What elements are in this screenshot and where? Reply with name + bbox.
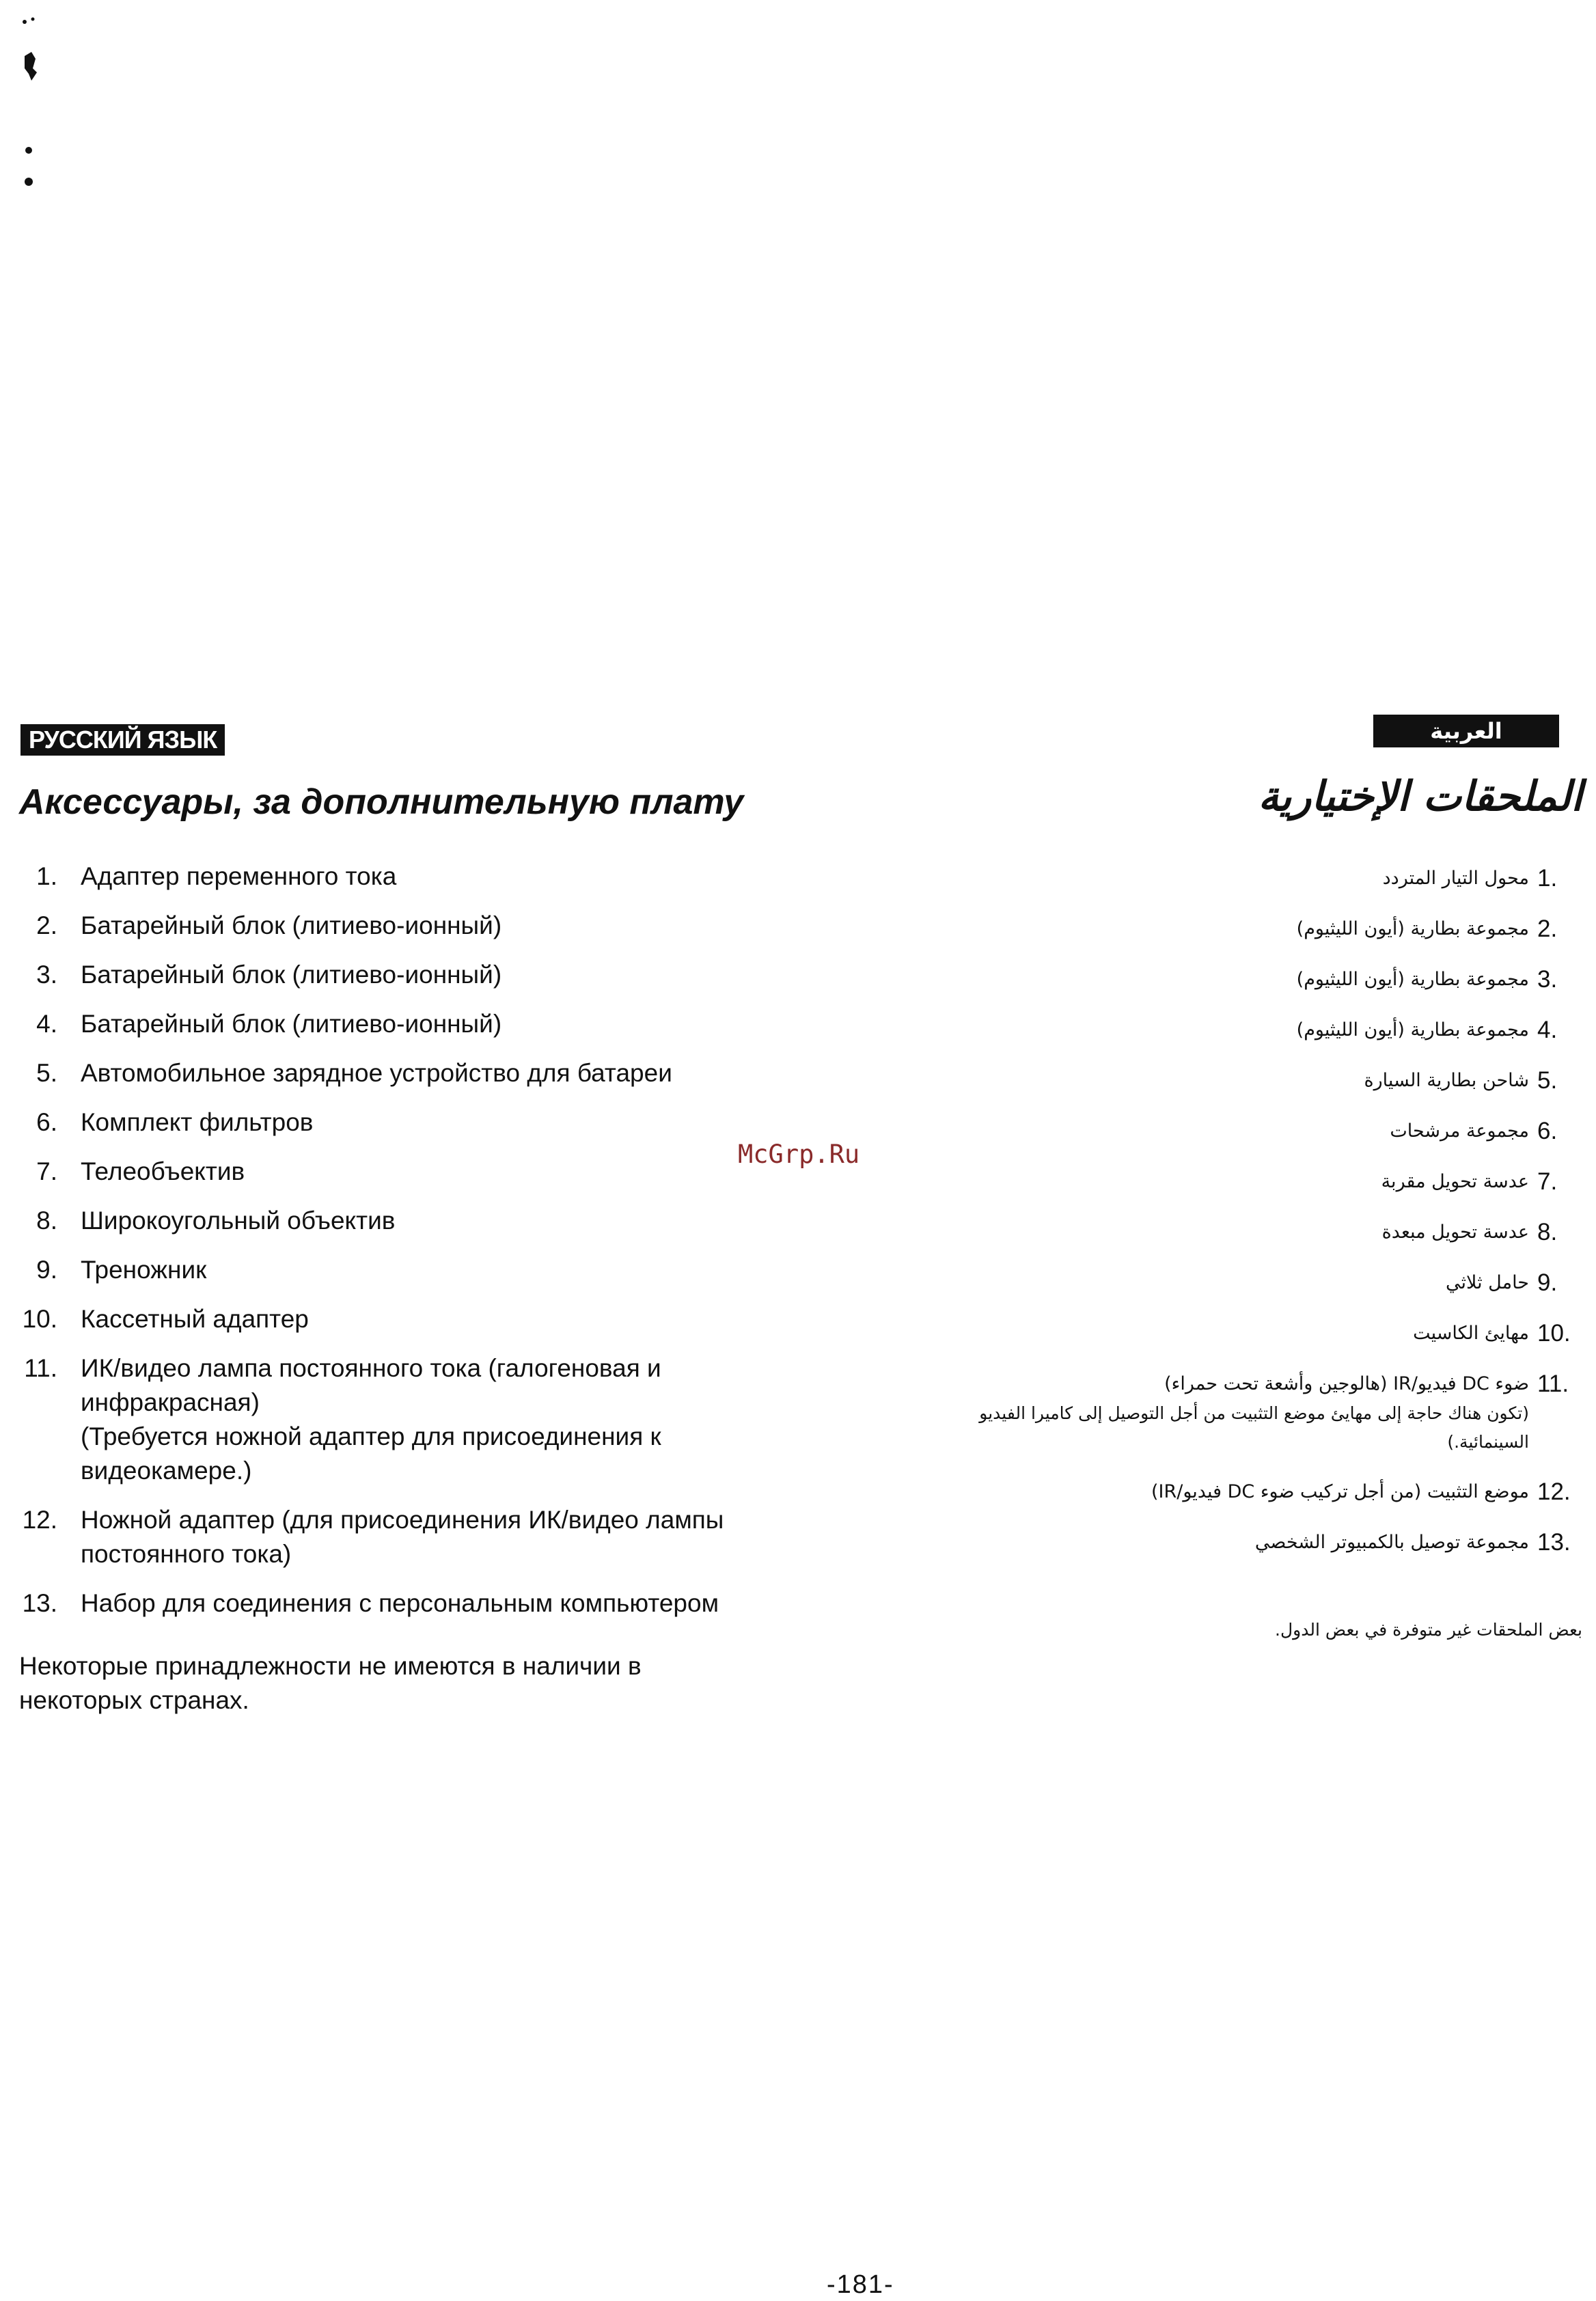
item-text: Кассетный адаптер [81,1305,309,1333]
list-item [19,1253,866,1287]
item-number: 13. [1537,1529,1571,1556]
item-text: موضع التثبيت (من أجل تركيب ضوء DC فيديو/IR) [1151,1481,1529,1502]
list-item [899,965,1582,995]
list-item [899,1369,1582,1457]
list-item [899,1477,1582,1507]
item-text: مجموعة بطارية (أيون الليثيوم) [1296,918,1529,939]
item-text: مهايئ الكاسيت [1413,1323,1529,1344]
item-number: 12. [1537,1478,1571,1505]
list-item [19,1586,866,1621]
item-number: 9. [36,1256,57,1284]
item-text: شاحن بطارية السيارة [1364,1070,1529,1091]
item-number: 2. [1537,915,1558,942]
item-text: Батарейный блок (литиево-ионный) [81,1010,502,1038]
section-title-russian: Аксессуары, за дополнительную плату [19,782,744,822]
list-item [899,1116,1582,1146]
item-number: 11. [24,1354,57,1382]
item-number: 9. [1537,1269,1558,1296]
item-number: 8. [1537,1219,1558,1245]
item-number: 1. [36,862,57,890]
item-text: Телеобъектив [81,1157,245,1185]
list-item [899,1015,1582,1045]
list-item [19,1302,866,1336]
item-number: 3. [36,961,57,989]
item-text: عدسة تحويل مقربة [1381,1171,1529,1192]
item-text: Комплект фильтров [81,1108,314,1136]
list-item [899,914,1582,944]
item-text: Треножник [81,1256,207,1284]
item-text: حامل ثلاثي [1445,1272,1529,1293]
accessory-list-russian [19,859,866,1636]
list-item [899,1528,1582,1558]
list-item [19,1204,866,1238]
item-text: محول التيار المتردد [1382,868,1529,889]
item-text: Ножной адаптер (для присоединения ИК/видео лампы [81,1506,724,1534]
item-number: 4. [36,1010,57,1038]
item-number: 6. [36,1108,57,1136]
watermark: McGrp.Ru [738,1140,860,1169]
list-item [19,1503,866,1571]
item-text: مجموعة مرشحات [1390,1120,1529,1142]
item-subtext: (تكون هناك حاجة إلى مهايئ موضع التثبيت من أجل التوصيل إلى كاميرا الفيديو [979,1403,1529,1423]
item-number: 3. [1537,966,1558,993]
note-line: некоторых странах. [19,1686,249,1714]
item-text: (Требуется ножной адаптер для присоединения к [81,1422,661,1450]
item-number: 2. [36,911,57,939]
language-badge-arabic: العربية [1373,715,1559,747]
item-text: ضوء DC فيديو/IR (هالوجين وأشعة تحت حمراء) [1164,1373,1529,1394]
list-item [19,1056,866,1090]
list-item [19,909,866,943]
item-text: Батарейный блок (литиево-ионный) [81,911,502,939]
item-number: 10. [22,1305,57,1333]
item-number: 8. [36,1207,57,1235]
accessory-list-arabic [899,864,1582,1578]
item-number: 5. [36,1059,57,1087]
list-item [19,1351,866,1488]
item-text: عدسة تحويل مبعدة [1381,1222,1529,1243]
page-number: -181- [827,2270,894,2299]
list-item [19,1105,866,1140]
item-text: видеокамере.) [81,1457,252,1485]
item-number: 10. [1537,1320,1571,1347]
list-item [19,958,866,992]
item-text: постоянного тока) [81,1540,292,1568]
item-number: 13. [22,1589,57,1617]
item-number: 7. [1537,1168,1558,1195]
item-number: 1. [1537,865,1558,892]
availability-note-russian [19,1649,771,1718]
item-number: 11. [1537,1370,1569,1397]
item-text: مجموعة توصيل بالكمبيوتر الشخصي [1254,1532,1529,1553]
item-text: مجموعة بطارية (أيون الليثيوم) [1296,969,1529,990]
item-text: مجموعة بطارية (أيون الليثيوم) [1296,1019,1529,1041]
item-number: 5. [1537,1067,1558,1094]
list-item [19,1007,866,1041]
item-number: 6. [1537,1118,1558,1144]
item-text: Широкоугольный объектив [81,1207,396,1235]
item-number: 7. [36,1157,57,1185]
list-item [899,1319,1582,1349]
item-text: ИК/видео лампа постоянного тока (галогеновая и [81,1354,661,1382]
item-text: Автомобильное зарядное устройство для батареи [81,1059,672,1087]
item-subtext: السينمائية.) [1447,1432,1529,1452]
section-title-arabic: الملحقات الإختيارية [1258,773,1582,821]
language-badge-russian: РУССКИЙ ЯЗЫК [20,724,225,756]
list-item [899,1066,1582,1096]
item-text: Батарейный блок (литиево-ионный) [81,961,502,989]
item-number: 12. [22,1506,57,1534]
list-item [899,1268,1582,1298]
item-text: Адаптер переменного тока [81,862,397,890]
note-line: Некоторые принадлежности не имеются в наличии в [19,1652,642,1680]
list-item [899,1167,1582,1197]
list-item [19,859,866,894]
item-text: инфракрасная) [81,1388,260,1416]
list-item [899,864,1582,894]
availability-note-arabic: بعض الملحقات غير متوفرة في بعض الدول. [1275,1620,1582,1640]
list-item [899,1217,1582,1248]
scan-artifact-marks [19,14,60,191]
item-text: Набор для соединения с персональным компьютером [81,1589,719,1617]
item-number: 4. [1537,1017,1558,1043]
